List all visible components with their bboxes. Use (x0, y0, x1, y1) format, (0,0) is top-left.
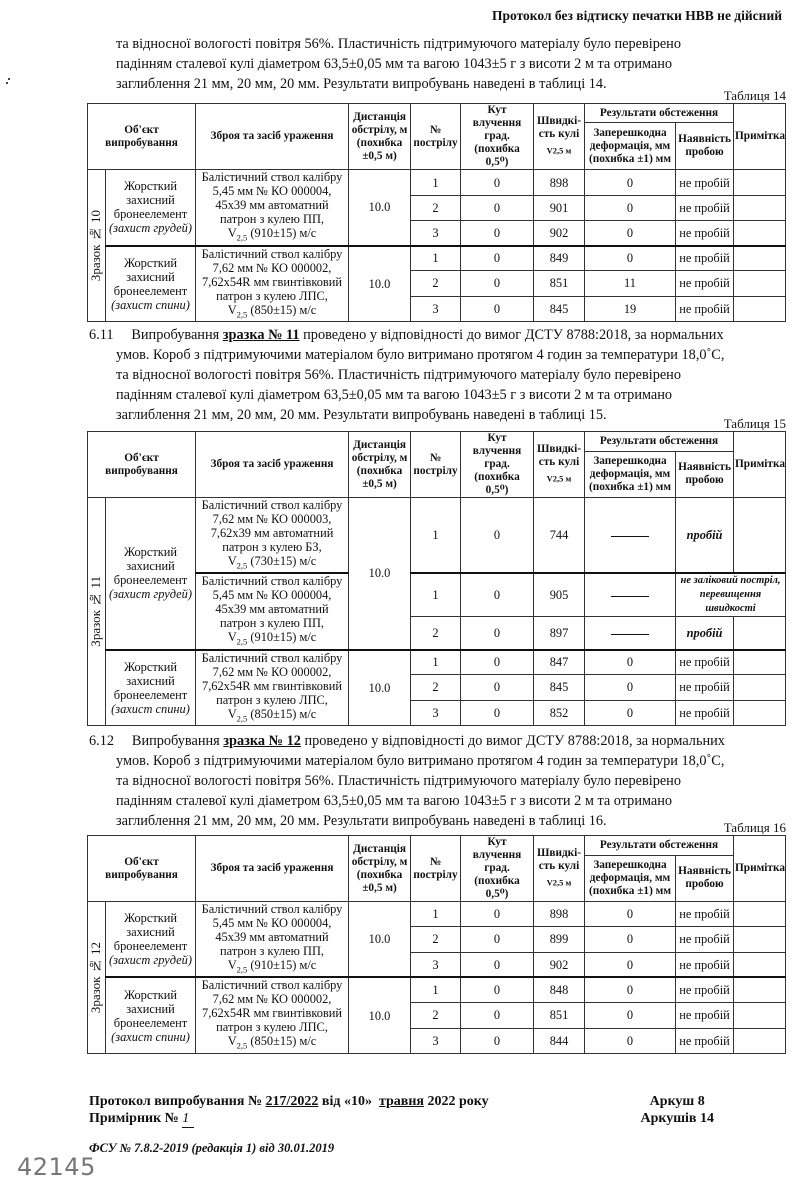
angle: 0 (461, 902, 534, 927)
penetration: не пробій (676, 1028, 734, 1053)
note (734, 196, 786, 221)
distance-cell: 10.0 (349, 650, 411, 726)
shot-no: 2 (411, 617, 461, 650)
text-line: та відносної вологості повітря 56%. Пластичність підтримуючого матеріалу було перевірено (116, 773, 681, 789)
note (734, 498, 786, 574)
angle: 0 (461, 952, 534, 977)
penetration: не пробій (676, 952, 734, 977)
table-row (88, 650, 786, 674)
angle: 0 (461, 170, 534, 196)
speed: 851 (534, 1003, 585, 1028)
table-row (88, 246, 786, 271)
angle: 0 (461, 296, 534, 321)
section-6-12 (89, 731, 789, 831)
section-lead: Випробування (131, 327, 220, 343)
protocol-label: Протокол випробування № (89, 1094, 263, 1109)
deformation: 0 (585, 927, 676, 952)
penetration: пробій (676, 617, 734, 650)
table-caption: Таблиця 15 (723, 416, 786, 431)
note (734, 650, 786, 674)
speed: 898 (534, 902, 585, 927)
document-id-watermark: 42145 (17, 1153, 96, 1181)
results-table-15 (87, 431, 786, 726)
object-cell: Жорсткий захисний бронеелемент (захист спини) (106, 977, 196, 1053)
table-caption: Таблиця 14 (723, 88, 786, 103)
shot-no: 1 (411, 977, 461, 1002)
weapon-cell: Балістичний ствол калібру 7,62 мм № КО 000002, 7,62х54R мм гвинтівковий патрон з кулею ЛПС, $V_{2,5}$ (850±15) м/с (196, 650, 349, 726)
note (734, 701, 786, 726)
section-number: 6.12 (89, 733, 115, 749)
col-results-group: Результати обстеження (585, 836, 734, 856)
speed: 898 (534, 170, 585, 196)
text-line: умов. Короб з підтримуючими матеріалом було витримано протягом 4 годин за температури 18,0˚С, (116, 347, 725, 363)
col-note: Примітка (734, 432, 786, 498)
deformation: 0 (585, 952, 676, 977)
shot-no: 3 (411, 1028, 461, 1053)
speed: 902 (534, 221, 585, 246)
speed: 851 (534, 271, 585, 296)
col-penetration: Наявність пробою (676, 123, 734, 170)
deformation: 0 (585, 1003, 676, 1028)
angle: 0 (461, 674, 534, 700)
speed: 905 (534, 573, 585, 617)
col-deformation: Заперешкодна деформація, мм (похибка ±1) мм (585, 123, 676, 170)
text-line: та відносної вологості повітря 56%. Пластичність підтримуючого матеріалу було перевірено (116, 367, 681, 383)
note (734, 927, 786, 952)
note (734, 977, 786, 1002)
penetration: не пробій (676, 927, 734, 952)
shot-no: 2 (411, 196, 461, 221)
text-line: падінням сталевої кулі діаметром 63,5±0,05 мм та вагою 1043±5 г з висоти 2 м та отримано (116, 56, 673, 72)
text-line: та відносної вологості повітря 56%. Пластичність підтримуючого матеріалу було перевірено (116, 36, 681, 52)
weapon-cell: Балістичний ствол калібру 5,45 мм № КО 000004, 45х39 мм автоматний патрон з кулею ПП, $V_{2,5}$ (910±15) м/с (196, 573, 349, 650)
note (734, 617, 786, 650)
col-results-group: Результати обстеження (585, 104, 734, 123)
sample-reference: зразка № 11 (222, 327, 300, 343)
deformation: 0 (585, 246, 676, 271)
note (734, 221, 786, 246)
distance-cell: 10.0 (349, 170, 411, 246)
col-results-group: Результати обстеження (585, 432, 734, 452)
col-speed: Швидкі-сть кулі $_{V2,5 м}$ (534, 104, 585, 170)
speed: 901 (534, 196, 585, 221)
angle: 0 (461, 650, 534, 674)
object-cell: Жорсткий захисний бронеелемент (захист спини) (106, 650, 196, 726)
penetration: не пробій (676, 701, 734, 726)
angle: 0 (461, 246, 534, 271)
scan-speck (6, 82, 8, 84)
angle: 0 (461, 573, 534, 617)
col-angle: Кут влучення град. (похибка 0,5⁰) (461, 104, 534, 170)
penetration: не пробій (676, 1003, 734, 1028)
shot-no: 3 (411, 952, 461, 977)
penetration: не пробій (676, 170, 734, 196)
col-distance: Дистанція обстрілу, м (похибка ±0,5 м) (349, 836, 411, 902)
distance-cell: 10.0 (349, 498, 411, 650)
object-cell: Жорсткий захисний бронеелемент (захист грудей) (106, 498, 196, 650)
penetration: не пробій (676, 674, 734, 700)
text-line: умов. Короб з підтримуючими матеріалом було витримано протягом 4 годин за температури 18,0˚С, (116, 753, 725, 769)
deformation: 0 (585, 1028, 676, 1053)
shot-no: 2 (411, 271, 461, 296)
deformation: 0 (585, 196, 676, 221)
protocol-footer (89, 1093, 489, 1128)
shot-no: 3 (411, 296, 461, 321)
note (734, 952, 786, 977)
col-object: Об'єкт випробування (88, 104, 196, 170)
copy-number-handwritten: 1 (182, 1110, 194, 1128)
col-deformation: Заперешкодна деформація, мм (похибка ±1) мм (585, 855, 676, 901)
weapon-cell: Балістичний ствол калібру 7,62 мм № КО 000003, 7,62х39 мм автоматний патрон з кулею БЗ, $V_{2,5}$ (730±15) м/с (196, 498, 349, 574)
penetration: не пробій (676, 650, 734, 674)
deformation: 0 (585, 977, 676, 1002)
sample-label: Зразок № 10 (88, 170, 106, 322)
speed: 845 (534, 296, 585, 321)
protocol-date-month: травня (378, 1094, 425, 1109)
col-weapon: Зброя та засіб ураження (196, 104, 349, 170)
scan-speck (8, 78, 10, 80)
speed: 849 (534, 246, 585, 271)
col-penetration: Наявність пробою (676, 451, 734, 497)
note (734, 271, 786, 296)
results-table-14 (87, 103, 786, 322)
penetration: пробій (676, 498, 734, 574)
note (734, 296, 786, 321)
shot-no: 3 (411, 701, 461, 726)
angle: 0 (461, 701, 534, 726)
text-line: заглиблення 21 мм, 20 мм, 20 мм. Результати випробувань наведені в таблиці 15. (116, 407, 607, 423)
shot-no: 1 (411, 650, 461, 674)
speed: 852 (534, 701, 585, 726)
protocol-date-year: 2022 року (427, 1094, 489, 1109)
col-shot: № пострілу (411, 836, 461, 902)
speed: 744 (534, 498, 585, 574)
shot-no: 1 (411, 573, 461, 617)
angle: 0 (461, 498, 534, 574)
penetration: не пробій (676, 271, 734, 296)
col-speed: Швидкі-сть кулі $_{V2,5 м}$ (534, 432, 585, 498)
deformation: 0 (585, 170, 676, 196)
angle: 0 (461, 927, 534, 952)
stamp-notice: Протокол без відтиску печатки НВВ не дійсний (492, 8, 782, 23)
note (734, 170, 786, 196)
col-object: Об'єкт випробування (88, 836, 196, 902)
deformation: 0 (585, 701, 676, 726)
angle: 0 (461, 617, 534, 650)
note (734, 1003, 786, 1028)
penetration: не пробій (676, 221, 734, 246)
distance-cell: 10.0 (349, 902, 411, 978)
col-weapon: Зброя та засіб ураження (196, 432, 349, 498)
angle: 0 (461, 196, 534, 221)
angle: 0 (461, 977, 534, 1002)
col-deformation: Заперешкодна деформація, мм (похибка ±1) мм (585, 451, 676, 497)
section-text: проведено у відповідності до вимог ДСТУ 8788:2018, за нормальних (304, 733, 725, 749)
shot-no: 3 (411, 221, 461, 246)
speed: 897 (534, 617, 585, 650)
col-angle: Кут влучення град. (похибка 0,5⁰) (461, 836, 534, 902)
speed: 847 (534, 650, 585, 674)
col-angle: Кут влучення град. (похибка 0,5⁰) (461, 432, 534, 498)
text-line: падінням сталевої кулі діаметром 63,5±0,05 мм та вагою 1043±5 г з висоти 2 м та отримано (116, 793, 673, 809)
sample-reference: зразка № 12 (223, 733, 301, 749)
note (734, 674, 786, 700)
intro-paragraph (89, 34, 789, 94)
col-object: Об'єкт випробування (88, 432, 196, 498)
section-number: 6.11 (89, 327, 114, 343)
deformation: 19 (585, 296, 676, 321)
table-row (88, 902, 786, 927)
shot-no: 1 (411, 246, 461, 271)
sample-label: Зразок № 11 (88, 498, 106, 726)
angle: 0 (461, 271, 534, 296)
penetration: не пробій (676, 902, 734, 927)
table-caption: Таблиця 16 (723, 820, 786, 835)
sheet-number: Аркуш 8 (649, 1094, 705, 1109)
speed: 848 (534, 977, 585, 1002)
deformation-dash (585, 573, 676, 617)
angle: 0 (461, 1028, 534, 1053)
sample-label: Зразок № 12 (88, 902, 106, 1054)
form-reference: ФСУ № 7.8.2-2019 (редакція 1) від 30.01.2019 (89, 1141, 335, 1155)
object-cell: Жорсткий захисний бронеелемент (захист спини) (106, 246, 196, 322)
weapon-cell: Балістичний ствол калібру 5,45 мм № КО 000004, 45х39 мм автоматний патрон з кулею ПП, $V_{2,5}$ (910±15) м/с (196, 902, 349, 978)
col-weapon: Зброя та засіб ураження (196, 836, 349, 902)
col-note: Примітка (734, 836, 786, 902)
text-line: заглиблення 21 мм, 20 мм, 20 мм. Результати випробувань наведені в таблиці 16. (116, 813, 607, 829)
protocol-date-day: від «10» (321, 1094, 372, 1109)
note (734, 902, 786, 927)
shot-no: 1 (411, 498, 461, 574)
table-row (88, 977, 786, 1002)
shot-no: 2 (411, 927, 461, 952)
note (734, 246, 786, 271)
weapon-cell: Балістичний ствол калібру 5,45 мм № КО 000004, 45х39 мм автоматний патрон з кулею ПП, $V_{2,5}$ (910±15) м/с (196, 170, 349, 246)
penetration: не пробій (676, 296, 734, 321)
object-cell: Жорсткий захисний бронеелемент (захист грудей) (106, 902, 196, 978)
col-shot: № пострілу (411, 432, 461, 498)
deformation: 11 (585, 271, 676, 296)
penetration: не пробій (676, 246, 734, 271)
deformation: 0 (585, 650, 676, 674)
speed: 899 (534, 927, 585, 952)
angle: 0 (461, 1003, 534, 1028)
weapon-cell: Балістичний ствол калібру 7,62 мм № КО 000002, 7,62х54R мм гвинтівковий патрон з кулею ЛПС, $V_{2,5}$ (850±15) м/с (196, 977, 349, 1053)
copy-label: Примірник № (89, 1111, 179, 1126)
shot-no: 1 (411, 902, 461, 927)
table-row (88, 498, 786, 574)
distance-cell: 10.0 (349, 977, 411, 1053)
section-text: проведено у відповідності до вимог ДСТУ 8788:2018, за нормальних (303, 327, 724, 343)
col-shot: № пострілу (411, 104, 461, 170)
angle: 0 (461, 221, 534, 246)
penetration: не пробій (676, 977, 734, 1002)
section-lead: Випробування (131, 733, 220, 749)
text-line: падінням сталевої кулі діаметром 63,5±0,05 мм та вагою 1043±5 г з висоти 2 м та отримано (116, 387, 673, 403)
note (734, 1028, 786, 1053)
penetration-note-merged: не заліковий постріл, перевищення швидкості (676, 573, 786, 617)
col-distance: Дистанція обстрілу, м (похибка ±0,5 м) (349, 432, 411, 498)
text-line: заглиблення 21 мм, 20 мм, 20 мм. Результати випробувань наведені в таблиці 14. (116, 76, 607, 92)
deformation: 0 (585, 674, 676, 700)
deformation-dash (585, 617, 676, 650)
speed: 844 (534, 1028, 585, 1053)
deformation: 0 (585, 221, 676, 246)
table-row (88, 170, 786, 196)
col-note: Примітка (734, 104, 786, 170)
sheet-info (640, 1093, 714, 1127)
speed: 845 (534, 674, 585, 700)
distance-cell: 10.0 (349, 246, 411, 322)
protocol-number: 217/2022 (265, 1094, 319, 1109)
deformation-dash (585, 498, 676, 574)
sheets-total: Аркушів 14 (640, 1111, 714, 1126)
speed: 902 (534, 952, 585, 977)
results-table-16 (87, 835, 786, 1054)
col-speed: Швидкі-сть кулі $_{V2,5 м}$ (534, 836, 585, 902)
shot-no: 2 (411, 1003, 461, 1028)
object-cell: Жорсткий захисний бронеелемент (захист грудей) (106, 170, 196, 246)
weapon-cell: Балістичний ствол калібру 7,62 мм № КО 000002, 7,62х54R мм гвинтівковий патрон з кулею ЛПС, $V_{2,5}$ (850±15) м/с (196, 246, 349, 322)
col-distance: Дистанція обстрілу, м (похибка ±0,5 м) (349, 104, 411, 170)
shot-no: 1 (411, 170, 461, 196)
shot-no: 2 (411, 674, 461, 700)
penetration: не пробій (676, 196, 734, 221)
col-penetration: Наявність пробою (676, 855, 734, 901)
deformation: 0 (585, 902, 676, 927)
section-6-11 (89, 325, 789, 425)
